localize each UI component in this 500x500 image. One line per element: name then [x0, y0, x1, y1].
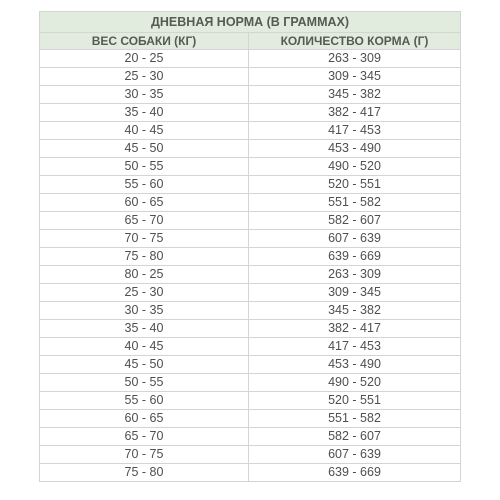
dog-weight-cell: 60 - 65	[40, 194, 249, 212]
dog-weight-cell: 60 - 65	[40, 410, 249, 428]
dog-weight-cell: 50 - 55	[40, 158, 249, 176]
table-row	[40, 176, 461, 194]
table-row	[40, 392, 461, 410]
feed-amount-cell: 490 - 520	[249, 374, 461, 392]
feed-amount-cell: 309 - 345	[249, 68, 461, 86]
feed-amount-cell: 551 - 582	[249, 410, 461, 428]
table-row	[40, 284, 461, 302]
feed-amount-cell: 417 - 453	[249, 338, 461, 356]
dog-weight-cell: 65 - 70	[40, 428, 249, 446]
feed-amount-cell: 639 - 669	[249, 248, 461, 266]
table-header	[40, 12, 461, 50]
table-body	[40, 50, 461, 482]
column-header-row	[40, 33, 461, 50]
dog-weight-cell: 55 - 60	[40, 392, 249, 410]
dog-weight-cell: 45 - 50	[40, 140, 249, 158]
table-row	[40, 86, 461, 104]
dog-weight-cell: 25 - 30	[40, 284, 249, 302]
feed-amount-cell: 490 - 520	[249, 158, 461, 176]
table-row	[40, 320, 461, 338]
table-row	[40, 230, 461, 248]
dog-weight-cell: 35 - 40	[40, 320, 249, 338]
feed-amount-cell: 382 - 417	[249, 320, 461, 338]
dog-weight-cell: 75 - 80	[40, 248, 249, 266]
table-row	[40, 158, 461, 176]
feed-amount-cell: 263 - 309	[249, 266, 461, 284]
feed-amount-cell: 382 - 417	[249, 104, 461, 122]
table-row	[40, 356, 461, 374]
table-row	[40, 428, 461, 446]
table-title: ДНЕВНАЯ НОРМА (В ГРАММАХ)	[40, 12, 461, 33]
dog-weight-cell: 40 - 45	[40, 338, 249, 356]
dog-weight-cell: 25 - 30	[40, 68, 249, 86]
table-row	[40, 194, 461, 212]
table-row	[40, 374, 461, 392]
feed-amount-cell: 263 - 309	[249, 50, 461, 68]
dog-weight-cell: 65 - 70	[40, 212, 249, 230]
feed-amount-cell: 582 - 607	[249, 428, 461, 446]
dog-weight-cell: 20 - 25	[40, 50, 249, 68]
feed-amount-cell: 309 - 345	[249, 284, 461, 302]
dog-weight-cell: 45 - 50	[40, 356, 249, 374]
dog-weight-cell: 80 - 25	[40, 266, 249, 284]
feed-amount-cell: 417 - 453	[249, 122, 461, 140]
feed-amount-cell: 345 - 382	[249, 86, 461, 104]
dog-weight-cell: 35 - 40	[40, 104, 249, 122]
table-row	[40, 68, 461, 86]
dog-weight-cell: 30 - 35	[40, 302, 249, 320]
table-row	[40, 140, 461, 158]
feed-amount-cell: 520 - 551	[249, 176, 461, 194]
feed-amount-cell: 639 - 669	[249, 464, 461, 482]
feed-amount-cell: 551 - 582	[249, 194, 461, 212]
dog-weight-cell: 50 - 55	[40, 374, 249, 392]
feed-amount-cell: 345 - 382	[249, 302, 461, 320]
table-row	[40, 104, 461, 122]
dog-weight-cell: 75 - 80	[40, 464, 249, 482]
dog-weight-cell: 70 - 75	[40, 446, 249, 464]
table-row	[40, 338, 461, 356]
feed-amount-cell: 607 - 639	[249, 230, 461, 248]
dog-weight-cell: 55 - 60	[40, 176, 249, 194]
dog-weight-cell: 40 - 45	[40, 122, 249, 140]
daily-feeding-table	[39, 11, 461, 482]
table-title-row	[40, 12, 461, 33]
feed-amount-cell: 453 - 490	[249, 140, 461, 158]
table-row	[40, 248, 461, 266]
table-row	[40, 266, 461, 284]
column-header-feed-amount: КОЛИЧЕСТВО КОРМА (Г)	[249, 33, 461, 50]
table-row	[40, 122, 461, 140]
table-row	[40, 464, 461, 482]
column-header-dog-weight: ВЕС СОБАКИ (КГ)	[40, 33, 249, 50]
dog-weight-cell: 70 - 75	[40, 230, 249, 248]
feed-amount-cell: 453 - 490	[249, 356, 461, 374]
table-row	[40, 302, 461, 320]
table-row	[40, 50, 461, 68]
feed-amount-cell: 607 - 639	[249, 446, 461, 464]
feed-amount-cell: 520 - 551	[249, 392, 461, 410]
table-row	[40, 446, 461, 464]
table-row	[40, 212, 461, 230]
table-row	[40, 410, 461, 428]
feed-amount-cell: 582 - 607	[249, 212, 461, 230]
dog-weight-cell: 30 - 35	[40, 86, 249, 104]
